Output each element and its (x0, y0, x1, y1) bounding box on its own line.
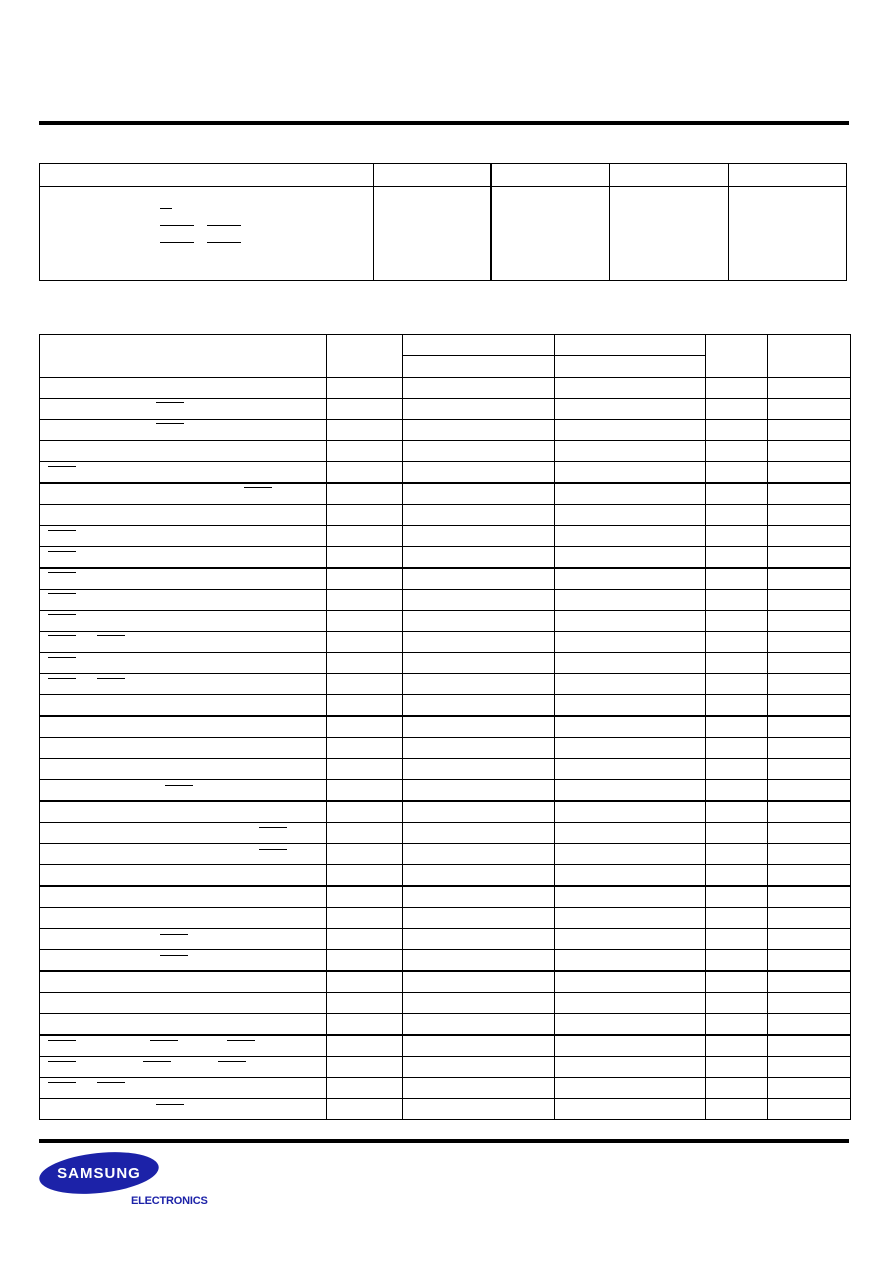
table-cell (327, 611, 403, 632)
brand-subtitle: ELECTRONICS (131, 1195, 208, 1207)
table-cell (403, 526, 555, 547)
table-cell (555, 1099, 706, 1120)
overbar-mark (160, 242, 194, 243)
table-cell (403, 632, 555, 653)
table-cell (706, 547, 768, 569)
table-cell (403, 674, 555, 695)
table-cell (768, 1099, 851, 1120)
table-cell (768, 1014, 851, 1036)
overbar-mark (160, 955, 188, 956)
table-cell (768, 801, 851, 823)
table-cell (555, 632, 706, 653)
table-cell (768, 950, 851, 972)
overbar-mark (244, 487, 272, 488)
table-cell (768, 462, 851, 484)
samsung-logo (37, 1152, 161, 1199)
table-cell (706, 950, 768, 972)
table-row (40, 462, 851, 484)
table-cell (327, 1014, 403, 1036)
table-cell (555, 590, 706, 611)
table-cell (40, 632, 327, 653)
table-cell (768, 420, 851, 441)
table-cell (706, 483, 768, 505)
table-row (40, 1057, 851, 1078)
table-row (40, 823, 851, 844)
overbar-mark (207, 242, 241, 243)
overbar-mark (218, 1061, 246, 1062)
overbar-mark (160, 934, 188, 935)
table-cell (768, 993, 851, 1014)
table-cell (768, 483, 851, 505)
table-cell (327, 929, 403, 950)
table-cell (403, 801, 555, 823)
table-cell (706, 590, 768, 611)
timing-parameters-table (39, 334, 851, 1120)
table-cell (706, 716, 768, 738)
table-cell (40, 1035, 327, 1057)
table-row (40, 716, 851, 738)
table-cell (40, 441, 327, 462)
table-cell (555, 971, 706, 993)
table-cell (403, 844, 555, 865)
table-cell (327, 1057, 403, 1078)
table-cell (403, 399, 555, 420)
header-sub-1 (403, 356, 555, 378)
table-cell (706, 695, 768, 717)
table-cell (706, 505, 768, 526)
table-row (40, 505, 851, 526)
table-cell (403, 993, 555, 1014)
table-cell (706, 526, 768, 547)
table-cell (768, 886, 851, 908)
table-cell (327, 908, 403, 929)
table-row (40, 653, 851, 674)
table-cell (555, 653, 706, 674)
overbar-mark (143, 1061, 171, 1062)
overbar-mark (48, 1061, 76, 1062)
table-cell (40, 844, 327, 865)
table-cell (327, 695, 403, 717)
table-cell (768, 780, 851, 802)
table-cell (40, 1014, 327, 1036)
table-cell (40, 462, 327, 484)
table-cell (403, 547, 555, 569)
table-cell (768, 674, 851, 695)
header-note (768, 335, 851, 378)
table-cell (706, 738, 768, 759)
header-unit (706, 335, 768, 378)
table-cell (40, 1078, 327, 1099)
table-cell (768, 611, 851, 632)
table-cell (327, 653, 403, 674)
table-cell (555, 844, 706, 865)
table-row (40, 886, 851, 908)
table-cell (40, 505, 327, 526)
table-cell (706, 399, 768, 420)
table-cell (403, 695, 555, 717)
table-cell (403, 759, 555, 780)
table-cell (768, 1035, 851, 1057)
table-cell (555, 1014, 706, 1036)
table-row (40, 865, 851, 887)
column-divider (373, 164, 374, 280)
table-cell (768, 547, 851, 569)
table-cell (555, 441, 706, 462)
table-row (40, 1078, 851, 1099)
table-cell (706, 462, 768, 484)
table-cell (40, 759, 327, 780)
table-row (40, 590, 851, 611)
overbar-mark (160, 208, 172, 209)
table-cell (327, 632, 403, 653)
table-cell (40, 950, 327, 972)
table-cell (403, 950, 555, 972)
table-cell (555, 526, 706, 547)
table-cell (706, 780, 768, 802)
table-cell (768, 738, 851, 759)
table-cell (768, 1057, 851, 1078)
table-cell (706, 632, 768, 653)
table-cell (706, 908, 768, 929)
header-sub-2 (555, 356, 706, 378)
header-rule (39, 121, 849, 125)
table-cell (555, 886, 706, 908)
table-cell (768, 1078, 851, 1099)
table-cell (327, 378, 403, 399)
table-row (40, 929, 851, 950)
table-cell (403, 378, 555, 399)
table-cell (40, 908, 327, 929)
table-cell (555, 738, 706, 759)
table-cell (40, 611, 327, 632)
table-cell (327, 1078, 403, 1099)
table-cell (706, 568, 768, 590)
overbar-mark (207, 225, 241, 226)
table-cell (40, 971, 327, 993)
table-cell (555, 780, 706, 802)
table-cell (40, 1057, 327, 1078)
table-cell (555, 568, 706, 590)
table-cell (403, 441, 555, 462)
table-row (40, 993, 851, 1014)
overbar-mark (97, 678, 125, 679)
table-cell (40, 483, 327, 505)
capacitance-table (39, 163, 847, 281)
table-cell (403, 420, 555, 441)
table-cell (555, 865, 706, 887)
overbar-mark (97, 635, 125, 636)
table-cell (403, 505, 555, 526)
table-body (40, 378, 851, 1120)
table-cell (706, 759, 768, 780)
overbar-mark (48, 678, 76, 679)
table-cell (706, 441, 768, 462)
table-cell (768, 865, 851, 887)
table-cell (327, 823, 403, 844)
table-cell (327, 738, 403, 759)
overbar-mark (48, 530, 76, 531)
overbar-mark (150, 1040, 178, 1041)
table-cell (403, 568, 555, 590)
table-row (40, 378, 851, 399)
table-cell (706, 611, 768, 632)
table-cell (40, 780, 327, 802)
table-cell (403, 1057, 555, 1078)
table-cell (706, 844, 768, 865)
table-cell (327, 590, 403, 611)
table-cell (403, 590, 555, 611)
table-cell (768, 716, 851, 738)
table-cell (403, 780, 555, 802)
table-cell (327, 801, 403, 823)
table-cell (555, 929, 706, 950)
table-cell (40, 526, 327, 547)
table-cell (403, 929, 555, 950)
table-cell (327, 993, 403, 1014)
table-cell (327, 1035, 403, 1057)
table-cell (768, 929, 851, 950)
table-cell (40, 886, 327, 908)
table-row (40, 674, 851, 695)
table-cell (768, 378, 851, 399)
table-cell (768, 908, 851, 929)
column-divider (490, 164, 492, 280)
overbar-mark (259, 827, 287, 828)
table-cell (327, 1099, 403, 1120)
table-row (40, 632, 851, 653)
table-cell (403, 886, 555, 908)
overbar-mark (97, 1082, 125, 1083)
table-row (40, 759, 851, 780)
overbar-mark (48, 572, 76, 573)
table-cell (327, 844, 403, 865)
table-cell (706, 1035, 768, 1057)
table-cell (327, 568, 403, 590)
table-cell (706, 823, 768, 844)
table-cell (403, 716, 555, 738)
table-cell (555, 993, 706, 1014)
table-cell (768, 590, 851, 611)
table-cell (403, 462, 555, 484)
table-row (40, 695, 851, 717)
overbar-mark (156, 423, 184, 424)
table-cell (40, 674, 327, 695)
table-cell (706, 674, 768, 695)
table-cell (40, 993, 327, 1014)
table-cell (706, 993, 768, 1014)
table-cell (327, 780, 403, 802)
table-row (40, 547, 851, 569)
overbar-mark (48, 1040, 76, 1041)
table-cell (327, 462, 403, 484)
table-cell (555, 1035, 706, 1057)
table-cell (555, 759, 706, 780)
table-cell (555, 547, 706, 569)
table-cell (327, 399, 403, 420)
overbar-mark (259, 849, 287, 850)
table-cell (555, 716, 706, 738)
table-cell (555, 462, 706, 484)
table-cell (555, 505, 706, 526)
table-row (40, 780, 851, 802)
table-cell (768, 695, 851, 717)
table-cell (40, 801, 327, 823)
table-cell (40, 1099, 327, 1120)
logo-wordmark: SAMSUNG (57, 1165, 141, 1182)
table-cell (555, 378, 706, 399)
table-cell (403, 1014, 555, 1036)
table-cell (555, 420, 706, 441)
table-cell (327, 759, 403, 780)
table-cell (327, 441, 403, 462)
table-row (40, 568, 851, 590)
header-symbol (327, 335, 403, 378)
table-row (40, 950, 851, 972)
table-cell (403, 653, 555, 674)
table-cell (40, 716, 327, 738)
overbar-mark (156, 402, 184, 403)
overbar-mark (48, 635, 76, 636)
table-row (40, 526, 851, 547)
table-row (40, 908, 851, 929)
table-cell (403, 483, 555, 505)
table-row (40, 971, 851, 993)
table-cell (403, 823, 555, 844)
table-cell (327, 886, 403, 908)
table-cell (40, 823, 327, 844)
table-cell (706, 886, 768, 908)
table-row (40, 483, 851, 505)
overbar-mark (227, 1040, 255, 1041)
table-cell (768, 568, 851, 590)
table-cell (555, 611, 706, 632)
table-cell (403, 1035, 555, 1057)
table-cell (403, 1099, 555, 1120)
overbar-mark (48, 466, 76, 467)
table-cell (555, 674, 706, 695)
table-cell (706, 1057, 768, 1078)
table-cell (327, 547, 403, 569)
table-cell (555, 483, 706, 505)
table-cell (768, 971, 851, 993)
table-cell (327, 950, 403, 972)
table-cell (555, 950, 706, 972)
header-group-1 (403, 335, 555, 356)
table-cell (327, 971, 403, 993)
table-cell (706, 420, 768, 441)
table-cell (403, 738, 555, 759)
table-cell (706, 653, 768, 674)
column-divider (609, 164, 610, 280)
table-cell (555, 823, 706, 844)
table-cell (706, 1078, 768, 1099)
table-header-divider (40, 186, 846, 187)
table-cell (327, 483, 403, 505)
header-group-2 (555, 335, 706, 356)
table-row (40, 611, 851, 632)
table-cell (768, 526, 851, 547)
table-cell (40, 695, 327, 717)
table-cell (40, 568, 327, 590)
table-cell (555, 908, 706, 929)
overbar-mark (156, 1104, 184, 1105)
table-cell (40, 929, 327, 950)
table-cell (327, 865, 403, 887)
table-row (40, 738, 851, 759)
table-cell (768, 632, 851, 653)
table-cell (40, 653, 327, 674)
table-cell (327, 505, 403, 526)
table-cell (555, 801, 706, 823)
table-cell (768, 759, 851, 780)
table-cell (555, 695, 706, 717)
table-cell (768, 399, 851, 420)
table-cell (706, 1014, 768, 1036)
table-row (40, 1014, 851, 1036)
overbar-mark (160, 225, 194, 226)
table-cell (768, 844, 851, 865)
table-cell (403, 908, 555, 929)
table-cell (327, 526, 403, 547)
overbar-mark (48, 593, 76, 594)
table-cell (768, 441, 851, 462)
table-cell (706, 971, 768, 993)
table-cell (555, 1078, 706, 1099)
table-cell (40, 590, 327, 611)
table-cell (706, 1099, 768, 1120)
overbar-mark (165, 785, 193, 786)
table-cell (768, 823, 851, 844)
table-cell (327, 674, 403, 695)
table-row (40, 441, 851, 462)
footer-rule (39, 1139, 849, 1143)
table-row (40, 1035, 851, 1057)
table-row (40, 1099, 851, 1120)
overbar-mark (48, 657, 76, 658)
table-cell (706, 378, 768, 399)
table-cell (327, 420, 403, 441)
table-cell (403, 865, 555, 887)
overbar-mark (48, 551, 76, 552)
table-cell (40, 865, 327, 887)
table-cell (706, 929, 768, 950)
column-divider (728, 164, 729, 280)
table-cell (403, 1078, 555, 1099)
table-cell (40, 378, 327, 399)
table-cell (768, 653, 851, 674)
table-cell (706, 865, 768, 887)
table-cell (40, 738, 327, 759)
table-cell (555, 399, 706, 420)
header-parameter (40, 335, 327, 378)
table-cell (555, 1057, 706, 1078)
overbar-mark (48, 1082, 76, 1083)
table-cell (327, 716, 403, 738)
table-row (40, 844, 851, 865)
table-cell (768, 505, 851, 526)
table-cell (706, 801, 768, 823)
table-cell (403, 971, 555, 993)
table-row (40, 801, 851, 823)
table-cell (403, 611, 555, 632)
table-cell (40, 547, 327, 569)
overbar-mark (48, 614, 76, 615)
